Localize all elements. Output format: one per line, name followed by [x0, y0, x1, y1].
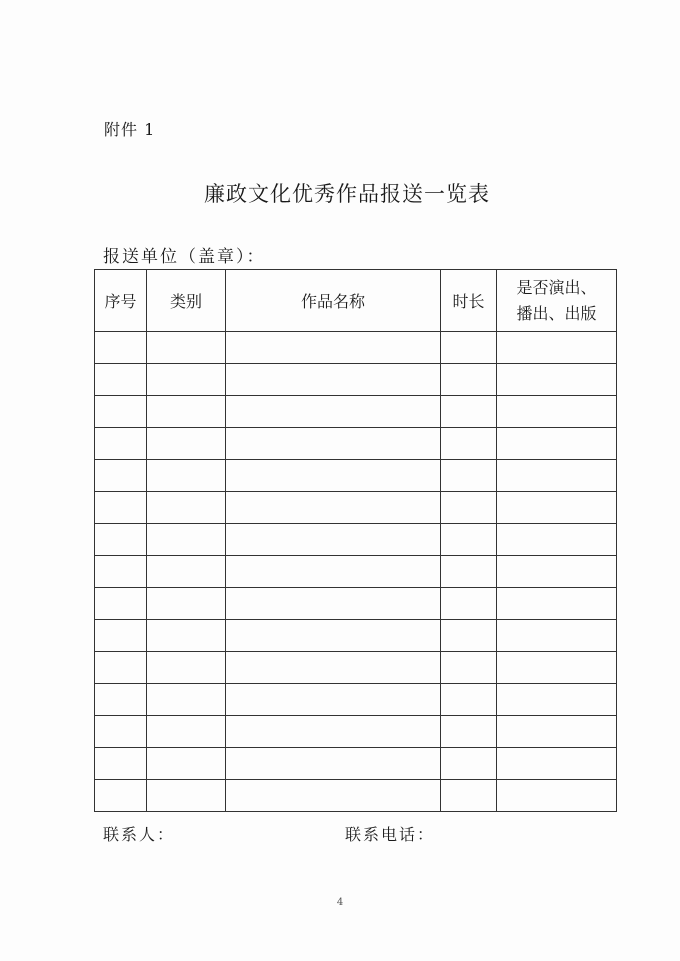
header-performed: [497, 270, 617, 332]
cell-performed: [497, 332, 617, 364]
cell-performed: [497, 748, 617, 780]
cell-work-name: [226, 780, 441, 812]
cell-seq: [95, 396, 147, 428]
cell-category: [147, 620, 226, 652]
table-row: [95, 556, 617, 588]
cell-duration: [441, 748, 497, 780]
table-row: [95, 588, 617, 620]
cell-category: [147, 364, 226, 396]
cell-category: [147, 428, 226, 460]
cell-seq: [95, 428, 147, 460]
cell-category: [147, 396, 226, 428]
cell-seq: [95, 332, 147, 364]
cell-performed: [497, 364, 617, 396]
submit-unit-label: 报送单位（盖章）：: [103, 247, 266, 267]
cell-work-name: [226, 524, 441, 556]
cell-duration: [441, 652, 497, 684]
table-row: [95, 716, 617, 748]
cell-seq: [95, 364, 147, 396]
cell-duration: [441, 492, 497, 524]
cell-performed: [497, 492, 617, 524]
table-row: [95, 748, 617, 780]
table-body: [95, 332, 617, 812]
cell-seq: [95, 588, 147, 620]
cell-seq: [95, 652, 147, 684]
cell-category: [147, 556, 226, 588]
header-category: 类别: [147, 270, 226, 332]
table-row: [95, 428, 617, 460]
cell-performed: [497, 396, 617, 428]
cell-performed: [497, 524, 617, 556]
cell-duration: [441, 556, 497, 588]
document-title: 廉政文化优秀作品报送一览表: [204, 182, 490, 206]
cell-work-name: [226, 428, 441, 460]
cell-seq: [95, 716, 147, 748]
cell-seq: [95, 620, 147, 652]
header-duration: 时长: [441, 270, 497, 332]
cell-performed: [497, 460, 617, 492]
cell-duration: [441, 780, 497, 812]
cell-duration: [441, 524, 497, 556]
table-row: [95, 396, 617, 428]
cell-performed: [497, 684, 617, 716]
cell-seq: [95, 780, 147, 812]
cell-seq: [95, 460, 147, 492]
cell-duration: [441, 332, 497, 364]
header-work-name: 作品名称: [226, 270, 441, 332]
cell-performed: [497, 780, 617, 812]
cell-duration: [441, 460, 497, 492]
cell-category: [147, 332, 226, 364]
header-performed-line2: 播出、出版: [516, 303, 597, 323]
table-row: [95, 332, 617, 364]
cell-category: [147, 652, 226, 684]
cell-performed: [497, 556, 617, 588]
cell-duration: [441, 684, 497, 716]
table-row: [95, 460, 617, 492]
contact-phone-label: 联系电话：: [345, 825, 436, 844]
cell-category: [147, 748, 226, 780]
cell-duration: [441, 620, 497, 652]
cell-work-name: [226, 332, 441, 364]
cell-duration: [441, 716, 497, 748]
cell-seq: [95, 684, 147, 716]
cell-work-name: [226, 492, 441, 524]
contact-person-label: 联系人：: [103, 825, 176, 844]
page-number: 4: [336, 897, 344, 908]
cell-seq: [95, 556, 147, 588]
cell-performed: [497, 716, 617, 748]
cell-work-name: [226, 460, 441, 492]
table-row: [95, 780, 617, 812]
table-row: [95, 524, 617, 556]
header-performed-line1: 是否演出、: [516, 277, 597, 297]
table-row: [95, 684, 617, 716]
header-seq: 序号: [95, 270, 147, 332]
cell-duration: [441, 428, 497, 460]
cell-category: [147, 780, 226, 812]
cell-work-name: [226, 620, 441, 652]
cell-category: [147, 460, 226, 492]
cell-duration: [441, 396, 497, 428]
table-row: [95, 652, 617, 684]
submission-table: [94, 269, 617, 812]
cell-performed: [497, 428, 617, 460]
cell-work-name: [226, 588, 441, 620]
cell-duration: [441, 588, 497, 620]
cell-performed: [497, 588, 617, 620]
cell-performed: [497, 620, 617, 652]
cell-seq: [95, 492, 147, 524]
table-header-row: [95, 270, 617, 332]
cell-work-name: [226, 396, 441, 428]
table-row: [95, 620, 617, 652]
table-row: [95, 492, 617, 524]
cell-work-name: [226, 716, 441, 748]
cell-category: [147, 588, 226, 620]
cell-seq: [95, 748, 147, 780]
cell-duration: [441, 364, 497, 396]
cell-category: [147, 524, 226, 556]
cell-category: [147, 492, 226, 524]
cell-category: [147, 684, 226, 716]
cell-work-name: [226, 652, 441, 684]
attachment-label: 附件 1: [104, 120, 156, 139]
table-row: [95, 364, 617, 396]
cell-work-name: [226, 364, 441, 396]
cell-work-name: [226, 748, 441, 780]
cell-work-name: [226, 684, 441, 716]
cell-work-name: [226, 556, 441, 588]
cell-seq: [95, 524, 147, 556]
cell-category: [147, 716, 226, 748]
cell-performed: [497, 652, 617, 684]
